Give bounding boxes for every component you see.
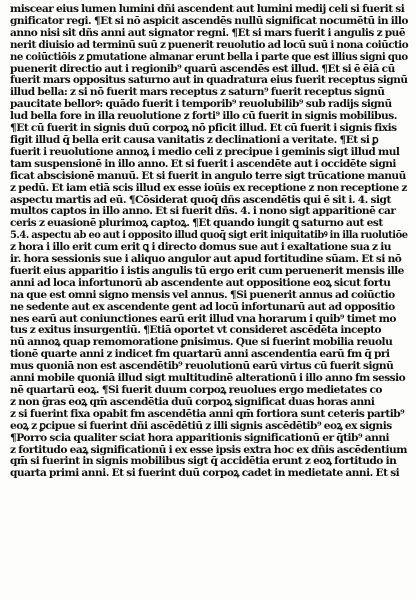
text-line: z si fuerint fixa opabit fm ascendētia anni qm̄ fortiora sunt ceteris partib⁹ — [10, 407, 405, 420]
text-line: paucitate bellorꝰ: quādo fuerit i temporib⁹ reuolubilib⁹ sub radijs signū — [10, 98, 392, 111]
text-line: eoꝝ z ꝑcipue si fuerint dñi ascēdētiū z illi signis ascēdētib⁹ eoꝝ ex signis — [10, 419, 392, 432]
text-line: lud bella fore in illa reuolutione z forti⁹ illo cū fuerit in signis mobilibus. — [10, 110, 397, 123]
text-line: fuerit eius apparitio i istis angulis tū ergo erit cum peruenerit mensis ille — [10, 264, 404, 277]
text-line: z hora i illo erit cum erit ꝗ i directo domus sue aut i exaltatione sua z iu — [10, 241, 391, 254]
text-line: ¶Et cū fuerit in signis duū corpoꝝ nō pficit illud. Et cū fuerit i signis fixis — [10, 122, 397, 135]
text-line: quarta primi anni. Et si fuerint duū corpoꝝ cadet in medietate anni. Et si — [10, 467, 400, 480]
text-line: ir. hora sessionis sue i aliquo angulor aut apud fortitudine sūam. Et si nō — [10, 253, 402, 266]
text-line: puenerit directio aut i regionib⁹ quarū ascendēs est illud. ¶Et si ē ēiā cū — [10, 62, 395, 75]
text-line: fuerit i reuolutione annoꝝ i medio celi z precipue i geminis sigt illud mul — [10, 145, 400, 158]
text-line: anni mobile quoniā illud sigt multitudinē alterationū i illo anno fm sessio — [10, 372, 406, 385]
text-column — [10, 4, 408, 480]
text-line: aspectu martis ad eū. ¶Cōsiderat quoq̄ dñs ascendētis qui ē sit i. 4. sigt — [10, 193, 391, 206]
text-line: mus quoniā non est ascendētib⁹ reuolutionū earū virtus cū fuerit signū — [10, 360, 394, 373]
text-line: gnificator regi. ¶Et si nō aspicit ascendēs nullū significat nocumētū in illo — [10, 14, 408, 27]
text-line: tionē quarte anni z indicet fm quartarū anni ascendentia earū fm q̄ pri — [10, 348, 390, 361]
text-line: anno nisi sit dñs anni aut signator regni. ¶Et si mars fuerit i angulis z puē — [10, 26, 406, 39]
text-line: fuerit mars oppositus saturno aut in quadratura eius fuerit receptus signū — [10, 74, 408, 87]
text-line: ceris z euasionē plurimoꝝ captoꝝ. ¶Et quando iungit ꝗ saturno aut est — [10, 217, 383, 230]
text-line: tam suspensionē in illo anno. Et si fuerit i ascendēte aut i occidēte signi — [10, 157, 396, 170]
text-line: ficat abscisionē manuū. Et si fuerit in angulo terre sigt trūcatione manuū — [10, 169, 406, 182]
text-line: z pedū. Et iam etiā scis illud ex esse ioūis ex receptione z non receptione z — [10, 181, 407, 194]
text-line: nes earū aut coniunctiones earū erit illud vna horarum i quib⁹ timet mo — [10, 312, 396, 325]
text-line: na que est omni signo mensis vel annus. ¶Si puenerit annus ad coiūctio — [10, 288, 395, 301]
text-line: anni ad loca infortunorū ab ascendente aut oppositione eoꝝ sicut fortu — [10, 276, 391, 289]
text-line: nerit diuisio ad terminū suū z puenerit reuolutio ad locū suū i nona coiūctio — [10, 38, 409, 51]
text-line: 5.4. aspectu ab eo aut i opposito illud quoq̄ sigt erit iniquitatibꝰ in illa ruolutiōe — [10, 229, 408, 242]
text-line: qm̄ si fuerint in signis mobilibus sigt q̄ accidētia erunt z eoꝝ fortitudo in — [10, 455, 397, 468]
text-line: multos captos in illo anno. Et si fuerit dñs. 4. i nono sigt apparitionē car — [10, 205, 396, 218]
text-line: tus z exitus insurgentiū. ¶Etiā oportet vt consideret ascēdēta incepto — [10, 324, 382, 337]
text-line: z fortitudo eaꝝ significationū i ex esse ipsis extra hoc ex dñis ascēdentium — [10, 443, 407, 456]
text-line: illud bella: z si nō fuerit mars receptus z saturn⁹ fuerit receptus signū — [10, 86, 385, 99]
text-line: nē quartarū eoꝝ. ¶Si fuerit duum corpoꝝ reuolues ergo medietates co — [10, 384, 382, 396]
text-line: z non ḡras eoꝝ qm̄ ascendētia duū corpoꝝ significat duas horas anni — [10, 395, 375, 408]
text-line: figit illud q̄ bella erit causa vanitatis z declinationi a veritate. ¶Et si ꝑ — [10, 133, 379, 146]
text-line: ne sedente aut ex ascendente gent ad locū infortunarū aut ad oppositio — [10, 300, 395, 313]
text-line: ¶Porro scia qualiter sciat hora apparitionis significationū er q̄tib⁹ anni — [10, 431, 390, 444]
text-line: miscear eius lumen lumini dñi ascendent aut lumini medij celi si fuerit si — [10, 3, 405, 15]
text-line: nū annoꝝ quap remomoratione ꝑnisimus. Que si fuerint mobilia reuolu — [10, 336, 393, 349]
text-line: ne coiūctiōis z ꝑmutatione almanar erunt bella i parte que est illius signi quo — [10, 50, 408, 63]
